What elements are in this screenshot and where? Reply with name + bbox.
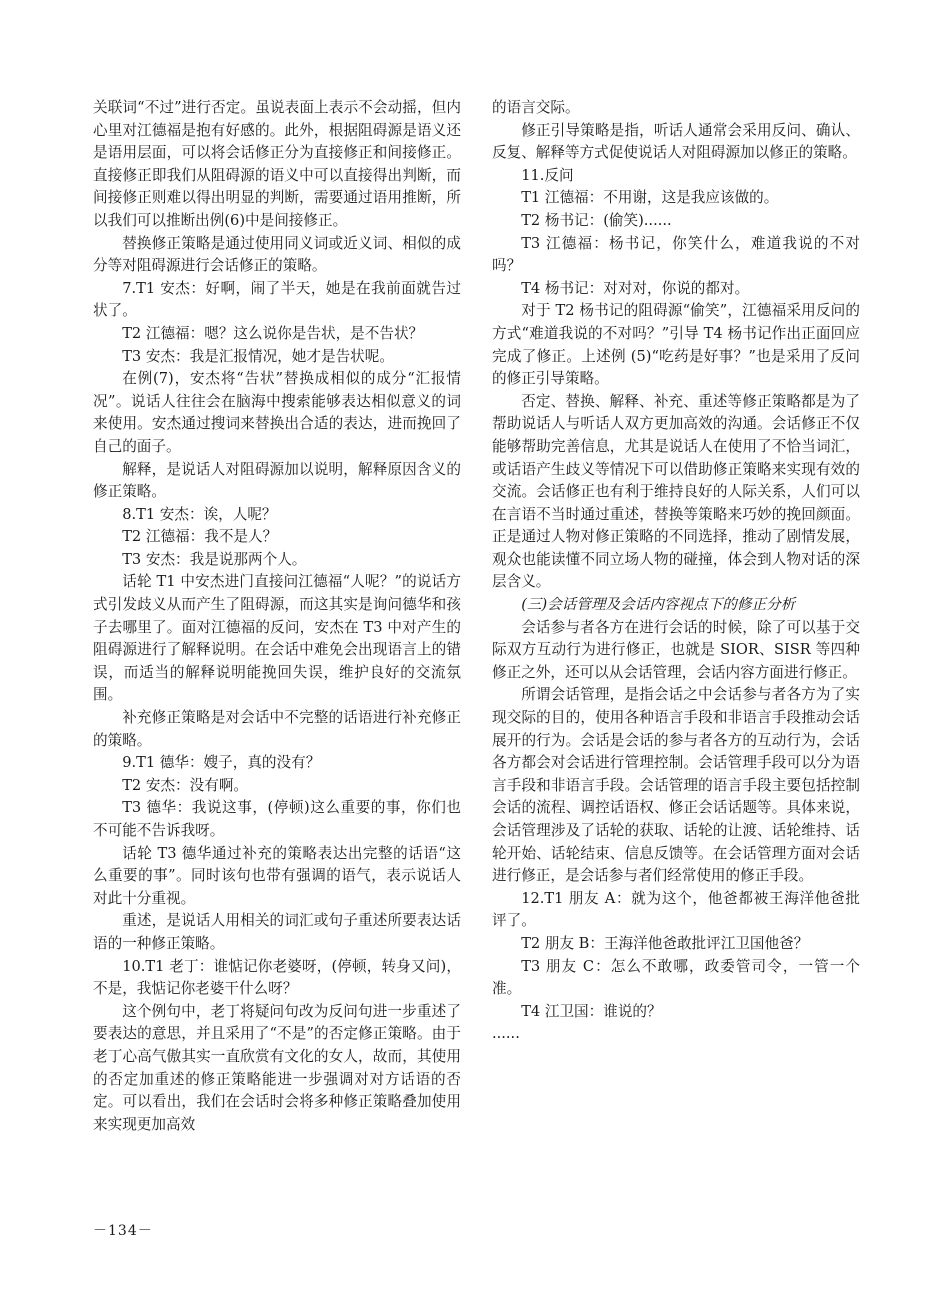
paragraph: T2 朋友 B：王海洋他爸敢批评江卫国他爸？ bbox=[521, 934, 809, 952]
paragraph: 这个例句中，老丁将疑问句改为反问句进一步重述了要表达的意思，并且采用了“不是”的否定修正策略。由于老丁心高气傲其实一直欣赏有文化的女人，故而，其使用的否定加重述的修正策略能进一步强调对对方话语的否定。可以看出，我们在会话时会将多种修正策略叠加使用来实现更加高效 bbox=[93, 1002, 461, 1133]
left-column bbox=[93, 97, 461, 1136]
paragraph: 8.T1 安杰：诶，人呢？ bbox=[122, 505, 277, 523]
paragraph: 在例(7)，安杰将“告状”替换成相似的成分“汇报情况”。说话人往往会在脑海中搜索能够表达相似意义的词来使用。安杰通过搜词来替换出合适的表达，进而挽回了自己的面子。 bbox=[93, 370, 461, 455]
paragraph: 所谓会话管理，是指会话之中会话参与者各方为了实现交际的目的，使用各种语言手段和非语言手段推动会话展开的行为。会话是会话的参与者各方的互动行为，会话各方都会对会话进行管理控制。会话管理手段可以分为语言手段和非语言手段。会话管理的语言手段主要包括控制会话的流程、调控话语权、修正会话话题等。具体来说，会话管理涉及了话轮的获取、话轮的让渡、话轮维持、话轮开始、话轮结束、信息反馈等。在会话管理方面对会话进行修正，是会话参与者们经常使用的修正手段。 bbox=[492, 686, 860, 885]
paragraph: 10.T1 老丁：谁惦记你老婆呀，(停顿，转身又问)，不是，我惦记你老婆干什么呀？ bbox=[93, 957, 461, 998]
paragraph: 会话参与者各方在进行会话的时候，除了可以基于交际双方互动行为进行修正，也就是 SIOR、SISR 等四种修正之外，还可以从会话管理，会话内容方面进行修正。 bbox=[492, 618, 860, 681]
paragraph: T2 安杰：没有啊。 bbox=[122, 776, 249, 794]
paragraph: T4 杨书记：对对对，你说的都对。 bbox=[521, 279, 750, 297]
paragraph: 否定、替换、解释、补充、重述等修正策略都是为了帮助说话人与听话人双方更加高效的沟通。会话修正不仅能够帮助完善信息，尤其是说话人在使用了不恰当词汇，或话语产生歧义等情况下可以借助修正策略来实现有效的交流。会话修正也有利于维持良好的人际关系，人们可以在言语不当时通过重述，替换等策略来巧妙的挽回颜面。正是通过人物对修正策略的不同选择，推动了剧情发展，观众也能读懂不同立场人物的碰撞，体会到人物对话的深层含义。 bbox=[492, 392, 860, 591]
paragraph: 关联词“不过”进行否定。虽说表面上表示不会动摇，但内心里对江德福是抱有好感的。此外，根据阻碍源是语义还是语用层面，可以将会话修正分为直接修正和间接修正。直接修正即我们从阻碍源的语义中可以直接得出判断，而间接修正则难以得出明显的判断，需要通过语用推断，所以我们可以推断出例(6)中是间接修正。 bbox=[93, 99, 461, 229]
page-number: －134－ bbox=[93, 1223, 153, 1239]
paragraph: 12.T1 朋友 A：就为这个，他爸都被王海洋他爸批评了。 bbox=[492, 889, 860, 930]
paragraph: T4 江卫国：谁说的？ bbox=[521, 1002, 662, 1020]
paragraph: ...... bbox=[492, 1025, 520, 1043]
right-column bbox=[492, 97, 860, 1046]
paragraph: (三)会话管理及会话内容视点下的修正分析 bbox=[521, 596, 796, 614]
paragraph: T3 朋友 C：怎么不敢哪，政委管司令，一管一个准。 bbox=[492, 957, 860, 998]
paragraph: 7.T1 安杰：好啊，闹了半天，她是在我前面就告过状了。 bbox=[93, 279, 461, 320]
paragraph: T2 杨书记：(偷笑)...... bbox=[521, 211, 672, 229]
paragraph: T3 江德福：杨书记，你笑什么，难道我说的不对吗？ bbox=[492, 234, 860, 275]
paragraph: T2 江德福：我不是人？ bbox=[122, 528, 278, 546]
paragraph: 修正引导策略是指，听话人通常会采用反问、确认、反复、解释等方式促使说话人对阻碍源加以修正的策略。 bbox=[492, 121, 860, 162]
paragraph: T2 江德福：嗯？这么说你是告状，是不告状？ bbox=[122, 324, 424, 342]
paragraph: 话轮 T1 中安杰进门直接问江德福“人呢？”的说话方式引发歧义从而产生了阻碍源，而这其实是询问德华和孩子去哪里了。面对江德福的反问，安杰在 T3 中对产生的阻碍源进行了解释说明。在会话中难免会出现语言上的错误，而适当的解释说明能挽回失误，维护良好的交流氛围。 bbox=[93, 573, 461, 704]
paragraph: 解释，是说话人对阻碍源加以说明，解释原因含义的修正策略。 bbox=[93, 460, 461, 501]
paragraph: 对于 T2 杨书记的阻碍源“偷笑”，江德福采用反问的方式“难道我说的不对吗？”引导 T4 杨书记作出正面回应完成了修正。上述例 (5)“吃药是好事？”也是采用了反问的修正引导策略。 bbox=[492, 302, 860, 388]
paragraph: 补充修正策略是对会话中不完整的话语进行补充修正的策略。 bbox=[93, 709, 461, 749]
paragraph: T1 江德福：不用谢，这是我应该做的。 bbox=[521, 189, 779, 207]
paragraph: 替换修正策略是通过使用同义词或近义词、相似的成分等对阻碍源进行会话修正的策略。 bbox=[93, 234, 461, 275]
paragraph: T3 安杰：我是汇报情况，她才是告状呢。 bbox=[122, 347, 394, 365]
paragraph: 重述，是说话人用相关的词汇或句子重述所要表达话语的一种修正策略。 bbox=[93, 912, 461, 952]
paragraph: T3 德华：我说这事，(停顿)这么重要的事，你们也不可能不告诉我呀。 bbox=[93, 799, 461, 839]
paragraph: 9.T1 德华：嫂子，真的没有？ bbox=[122, 754, 321, 772]
paragraph: 的语言交际。 bbox=[492, 99, 580, 116]
paragraph: 话轮 T3 德华通过补充的策略表达出完整的话语“这么重要的事”。同时该句也带有强调的语气，表示说话人对此十分重视。 bbox=[93, 844, 461, 907]
paragraph: T3 安杰：我是说那两个人。 bbox=[122, 550, 307, 568]
paragraph: 11.反问 bbox=[521, 166, 574, 184]
